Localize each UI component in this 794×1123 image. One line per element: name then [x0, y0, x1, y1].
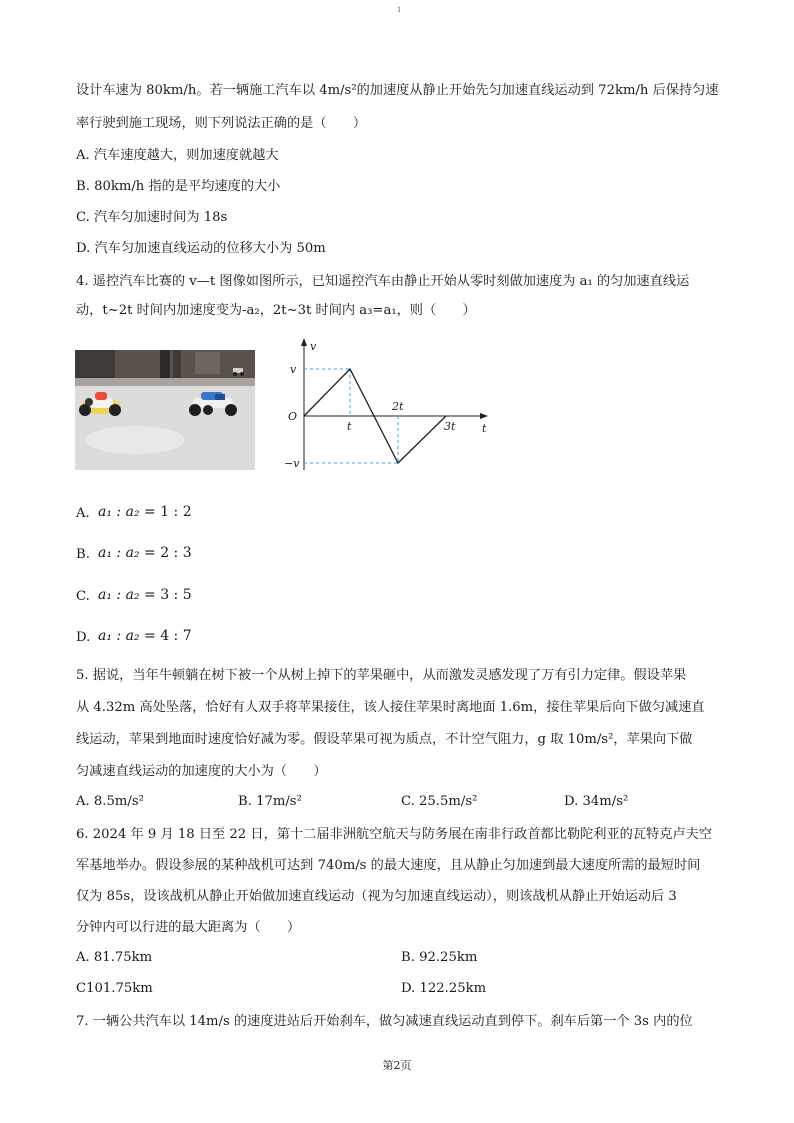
q6-option-a: A. 81.75km	[76, 950, 153, 965]
q4-option-c-letter: C.	[76, 589, 90, 604]
q4-stem-line-2: 动，t~2t 时间内加速度变为-a₂，2t~3t 时间内 a₃=a₁，则（ ）	[76, 303, 476, 318]
tick-3t-label: 3t	[444, 420, 456, 433]
page-footer: 第2页	[382, 1059, 412, 1072]
q5-stem-line-2: 从 4.32m 高处坠落，恰好有人双手将苹果接住，该人接住苹果时离地面 1.6m，接住苹果后向下做匀减速直	[76, 700, 705, 715]
q4-option-c-rhs: 3 : 5	[160, 587, 192, 603]
q4-option-a-formula: a₁ : a₂ = 1 : 2	[98, 504, 192, 520]
q4-option-d-rhs: 4 : 7	[160, 628, 192, 644]
q6-stem-line-2: 军基地举办。假设参展的某种战机可达到 740m/s 的最大速度，且从静止匀加速到最大速度所需的最短时间	[76, 858, 701, 873]
q4-stem-line-1: 4. 遥控汽车比赛的 v—t 图像如图所示，已知遥控汽车由静止开始从零时刻做加速度为 a₁ 的匀加速直线运	[76, 274, 690, 289]
v-axis-label: v	[310, 340, 317, 353]
page-header-mark: 1	[397, 6, 402, 14]
q6-option-c: C101.75km	[76, 981, 153, 996]
q5-option-d: D. 34m/s²	[564, 794, 629, 809]
t-axis-label: t	[482, 422, 487, 435]
origin-label: O	[288, 410, 298, 423]
q4-option-b-lhs: a₁ : a₂	[98, 545, 140, 561]
q5-option-a: A. 8.5m/s²	[76, 794, 144, 809]
negative-v-label: −v	[284, 457, 300, 470]
q3-option-c: C. 汽车匀加速时间为 18s	[76, 210, 228, 225]
tick-2t-label: 2t	[392, 400, 404, 413]
q6-stem-line-4: 分钟内可以行进的最大距离为（ ）	[76, 920, 301, 935]
tick-t-label: t	[347, 420, 352, 433]
rc-car-race-photo	[75, 350, 255, 470]
q6-stem-line-3: 仅为 85s，设该战机从静止开始做加速直线运动（视为匀加速直线运动），则该战机从静止开始运动后 3	[76, 889, 677, 904]
v-t-graph	[284, 336, 494, 480]
q3-option-d: D. 汽车匀加速直线运动的位移大小为 50m	[76, 241, 326, 256]
q4-option-a-letter: A.	[76, 506, 90, 521]
q7-stem-line-1: 7. 一辆公共汽车以 14m/s 的速度进站后开始刹车，做匀减速直线运动直到停下。刹车后第一个 3s 内的位	[76, 1014, 693, 1029]
q6-option-d: D. 122.25km	[401, 981, 487, 996]
q5-option-c: C. 25.5m/s²	[401, 794, 478, 809]
q5-stem-line-1: 5. 据说，当年牛顿躺在树下被一个从树上掉下的苹果砸中，从而激发灵感发现了万有引力定律。假设苹果	[76, 668, 687, 683]
q4-option-b-rhs: 2 : 3	[160, 545, 192, 561]
q3-option-a: A. 汽车速度越大，则加速度就越大	[76, 148, 279, 163]
q4-option-c-lhs: a₁ : a₂	[98, 587, 140, 603]
q4-option-d-letter: D.	[76, 630, 91, 645]
q4-option-b-formula: a₁ : a₂ = 2 : 3	[98, 545, 192, 561]
q4-option-a-lhs: a₁ : a₂	[98, 504, 140, 520]
q4-option-a-rhs: 1 : 2	[160, 504, 192, 520]
q5-stem-line-4: 匀减速直线运动的加速度的大小为（ ）	[76, 764, 327, 779]
q4-option-d-formula: a₁ : a₂ = 4 : 7	[98, 628, 192, 644]
q3-option-b: B. 80km/h 指的是平均速度的大小	[76, 179, 281, 194]
q4-option-b-letter: B.	[76, 547, 90, 562]
q5-stem-line-3: 线运动，苹果到地面时速度恰好减为零。假设苹果可视为质点，不计空气阻力，g 取 10m/s²，苹果向下做	[76, 732, 693, 747]
q4-option-c-formula: a₁ : a₂ = 3 : 5	[98, 587, 192, 603]
q4-option-d-lhs: a₁ : a₂	[98, 628, 140, 644]
q3-stem-line-2: 率行驶到施工现场，则下列说法正确的是（ ）	[76, 116, 367, 131]
q3-stem-line-1: 设计车速为 80km/h。若一辆施工汽车以 4m/s²的加速度从静止开始先匀加速直线运动到 72km/h 后保持匀速	[76, 83, 719, 98]
q6-option-b: B. 92.25km	[401, 950, 478, 965]
positive-v-label: v	[290, 363, 297, 376]
q6-stem-line-1: 6. 2024 年 9 月 18 日至 22 日，第十二届非洲航空航天与防务展在南非行政首都比勒陀利亚的瓦特克卢夫空	[76, 827, 712, 842]
q5-option-b: B. 17m/s²	[238, 794, 302, 809]
